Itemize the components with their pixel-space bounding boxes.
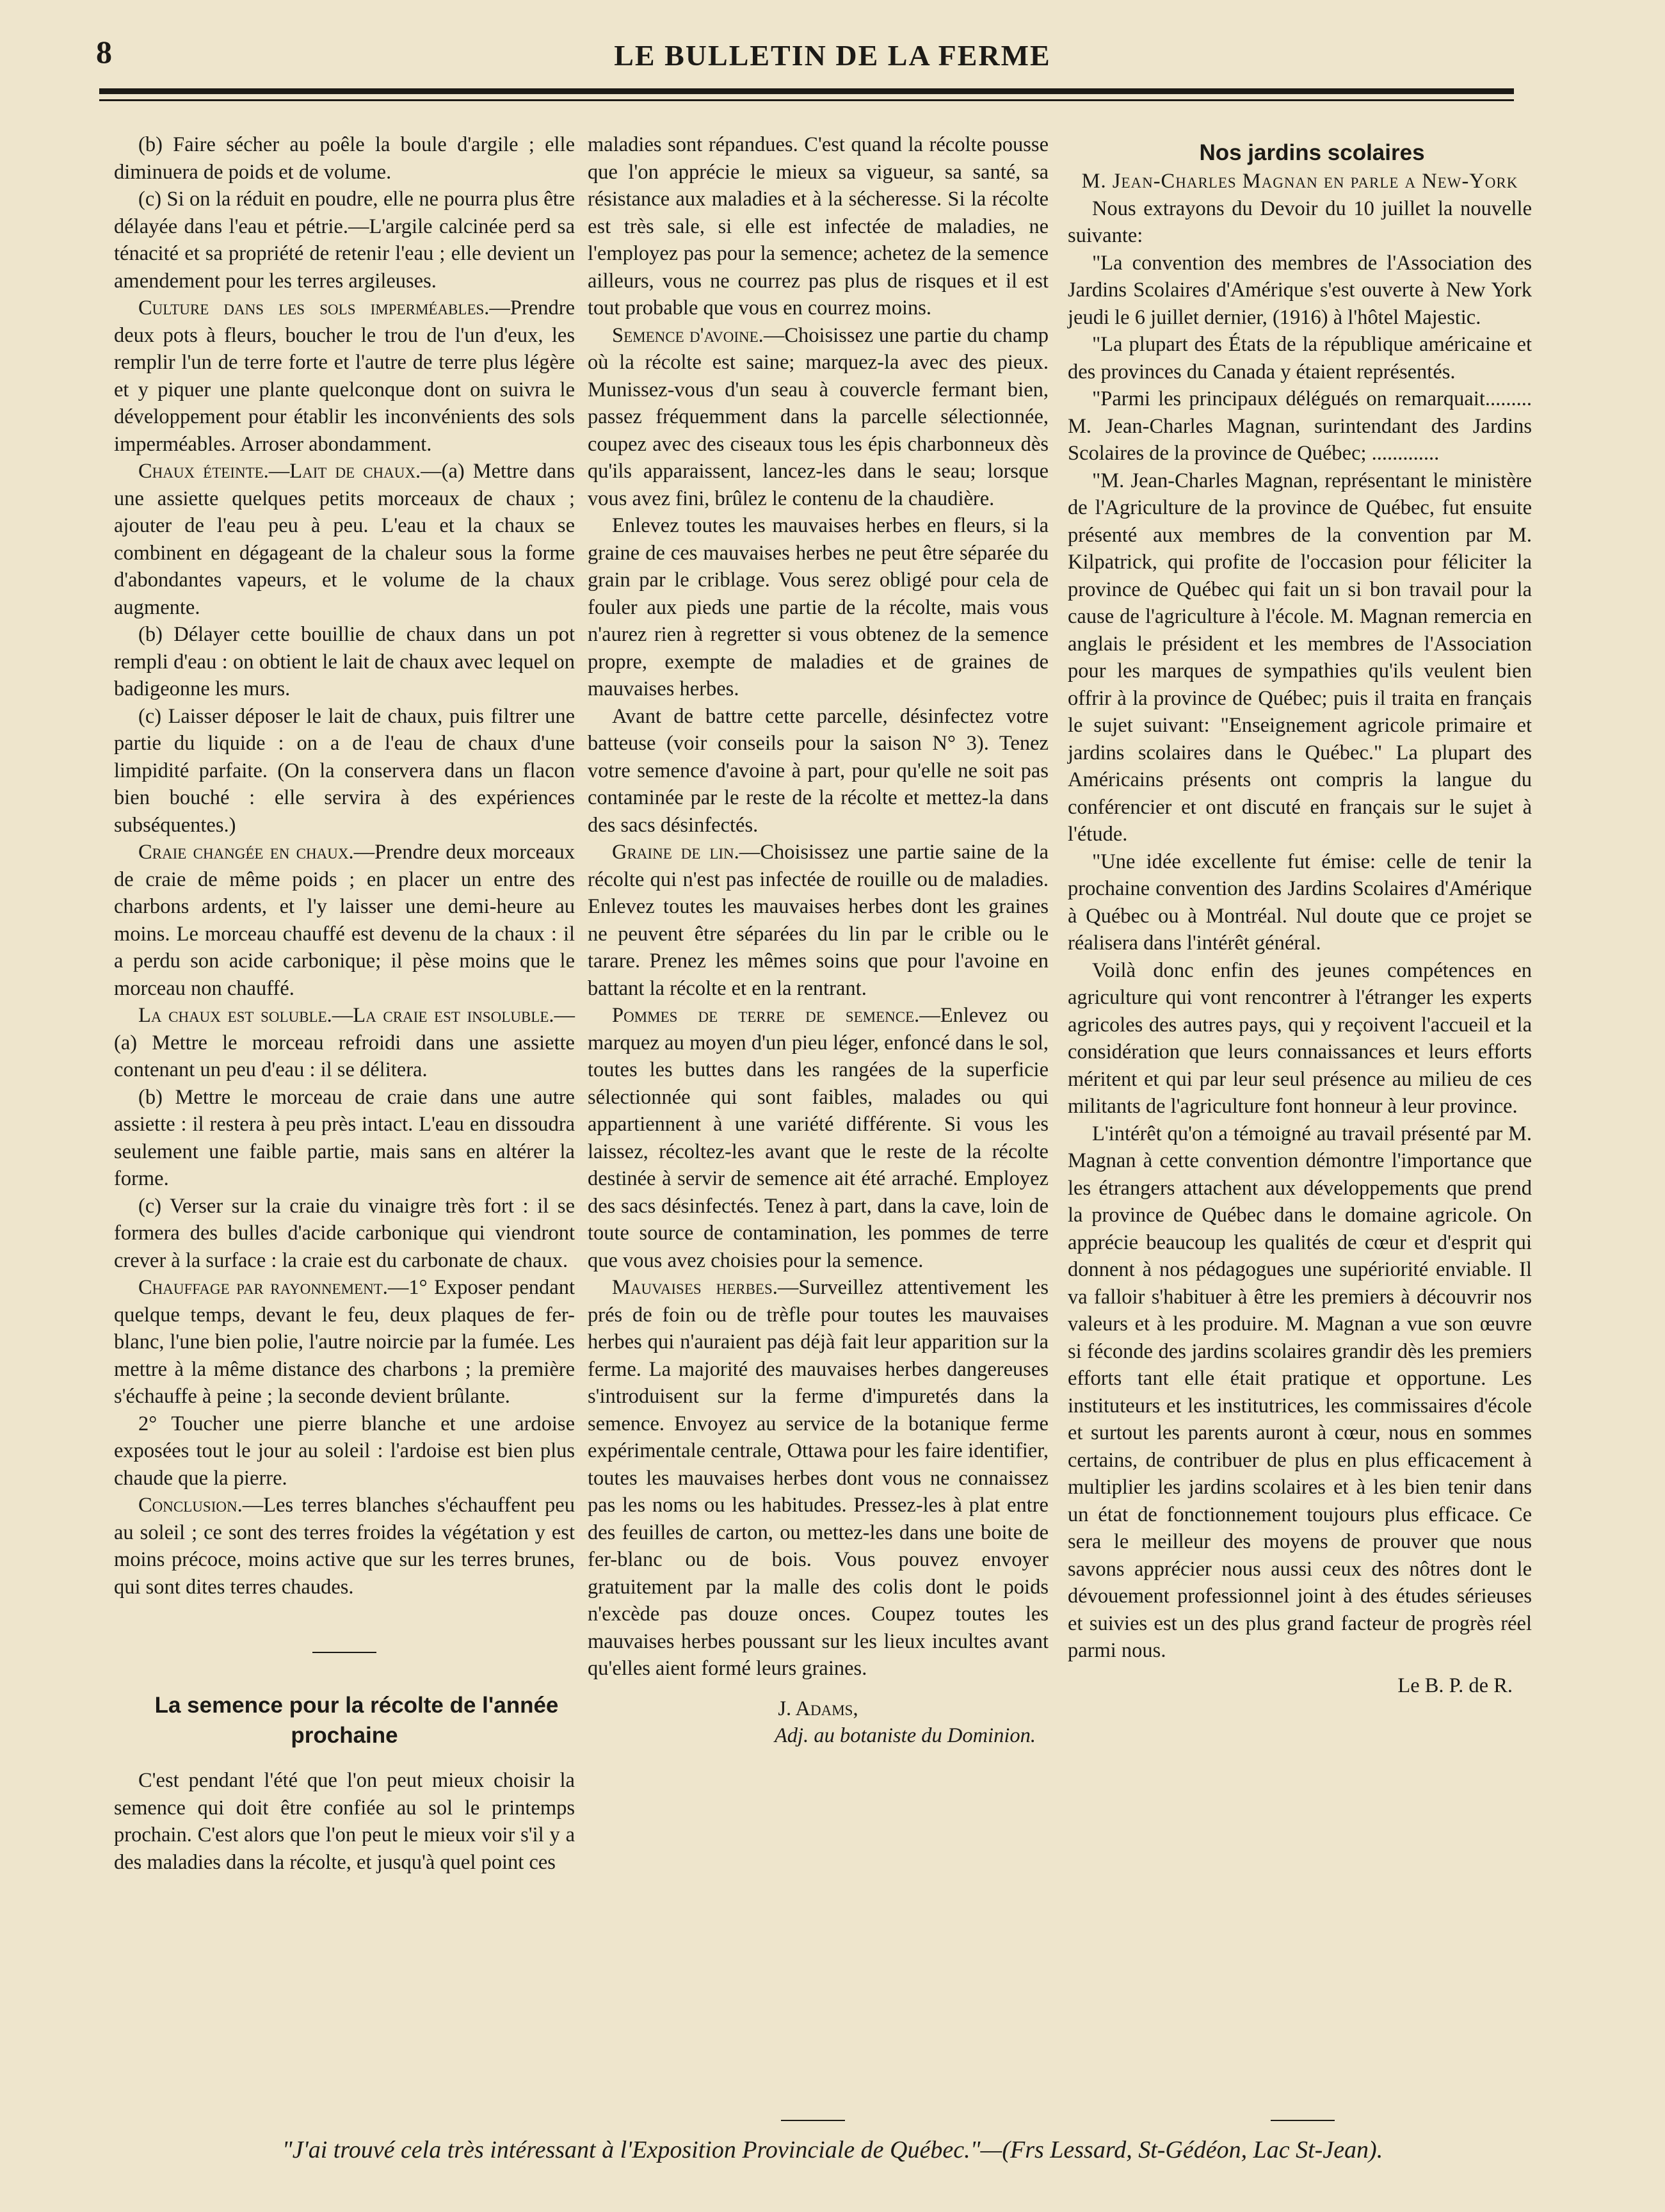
paragraph-heading: Pommes de terre de semence.: [612, 1004, 920, 1027]
paragraph-heading: La chaux est soluble.—La craie est insoluble.: [138, 1004, 554, 1027]
paragraph: Avant de battre cette parcelle, désinfectez votre batteuse (voir conseils pour la saison N° 3). Tenez votre semence d'avoine à part, pour qu'elle ne soit pas contaminée par le reste de la récolte et mettez-la dans des sacs désinfectés.: [588, 704, 1049, 837]
paragraph: [114, 295, 575, 458]
header-rule-thin: [99, 99, 1514, 101]
paragraph: (b) Délayer cette bouillie de chaux dans un pot rempli d'eau : on obtient le lait de chaux avec lequel on badigeonne les murs.: [114, 623, 575, 700]
column-3: [1068, 131, 1532, 1699]
footer-divider-left: [781, 2120, 845, 2121]
paragraph-text: —Prendre deux morceaux de craie de même poids ; en placer un entre des charbons ardents, et l'y laisser une demi-heure au moins. Le morceau chauffé est devenu de la chaux : il a perdu son acide carbonique; il pèse moins que le morceau non chauffé.: [114, 841, 575, 1000]
paragraph: "Une idée excellente fut émise: celle de tenir la prochaine convention des Jardins Scolaires d'Amérique à Québec ou à Montréal. Nul doute que ce projet se réalisera dans l'intérêt général.: [1068, 850, 1532, 955]
paragraph-text: —(a) Mettre le morceau refroidi dans une assiette contenant un peu d'eau : il se délitera.: [114, 1004, 575, 1081]
column-1: [114, 131, 575, 1876]
paragraph: [588, 1274, 1049, 1683]
article-title: Nos jardins scolaires: [1199, 140, 1425, 165]
paragraph-heading: Semence d'avoine.: [612, 323, 764, 347]
paragraph: [588, 1002, 1049, 1274]
section-divider: [312, 1652, 376, 1653]
author-title: Adj. au botaniste du Dominion.: [774, 1724, 1036, 1747]
paragraph: [114, 1002, 575, 1084]
page-number: 8: [96, 34, 112, 70]
paragraph: "M. Jean-Charles Magnan, représentant le ministère de l'Agriculture de la province de Québec, fut ensuite présenté aux membres de la convention par M. Kilpatrick, qui profite de l'occasion pour féliciter la province de Québec qui fait un si bon travail pour la cause de l'agriculture à l'école. M. Magnan remercia en anglais le président et les membres de l'Association pour les marques de sympathies qu'ils veulent bien offrir à la province de Québec; puis il traita en français le sujet suivant: "Enseignement agricole primaire et jardins scolaires dans le Québec." La plupart des Américains présents ont compris la langue du conférencier et ont discuté en français sur le sujet à l'étude.: [1068, 469, 1532, 846]
paragraph: [114, 1274, 575, 1410]
paragraph-heading: Graine de lin.: [612, 841, 739, 864]
paragraph: [114, 458, 575, 621]
header-rule-thick: [99, 88, 1514, 94]
paragraph-heading: Chauffage par rayonnement.: [138, 1276, 388, 1299]
paragraph: maladies sont répandues. C'est quand la récolte pousse que l'on apprécie le mieux sa vigueur, sa santé, sa résistance aux maladies et à la sécheresse. Si la récolte est très sale, si elle est infectée de maladies, ne l'employez pas pour la semence; achetez de la semence ailleurs, vous ne courrez pas plus de risques et il est tout probable que vous en courrez moins.: [588, 133, 1049, 319]
paragraph-heading: Conclusion.: [138, 1494, 243, 1517]
paragraph-text: —Choisissez une partie saine de la récolte qui n'est pas infectée de rouille ou de maladies. Enlevez toutes les mauvaises herbes dont les graines ne peuvent être séparées du lin par le crible ou le tarare. Prenez les mêmes soins que pour l'avoine en battant la récolte et en la rentrant.: [588, 841, 1049, 1000]
paragraph: (c) Verser sur la craie du vinaigre très fort : il se formera des bulles d'acide carbonique qui viendront crever à la surface : la craie est du carbonate de chaux.: [114, 1194, 575, 1272]
paragraph: Nous extrayons du Devoir du 10 juillet la nouvelle suivante:: [1068, 197, 1532, 247]
paragraph: [588, 322, 1049, 513]
paragraph: Enlevez toutes les mauvaises herbes en fleurs, si la graine de ces mauvaises herbes ne peut être séparée du grain par le criblage. Vous serez obligé pour cela de fouler aux pieds une partie de la récolte, mais vous n'aurez rien à regretter si vous obtenez de la semence propre, exempte de maladies et de graines de mauvaises herbes.: [588, 514, 1049, 700]
column-2: [588, 131, 1049, 1750]
paragraph: Voilà donc enfin des jeunes compétences en agriculture qui vont rencontrer à l'étranger les experts agricoles des autres pays, qui y reçoivent l'accueil et la considération que leurs connaissances et leurs efforts méritent et qui par leur seul présence au milieu de ces militants de l'agriculture font honneur à leur province.: [1068, 958, 1532, 1118]
paragraph: "La plupart des États de la république américaine et des provinces du Canada y étaient représentés.: [1068, 333, 1532, 383]
paragraph: (b) Mettre le morceau de craie dans une autre assiette : il restera à peu près intact. L'eau en dissoudra seulement une faible partie, mais sans en altérer la forme.: [114, 1085, 575, 1190]
footer-testimonial: "J'ai trouvé cela très intéressant à l'Exposition Provinciale de Québec."—(Frs Lessard, St-Gédéon, Lac St-Jean).: [282, 2136, 1383, 2163]
masthead: LE BULLETIN DE LA FERME: [614, 39, 1051, 72]
paragraph-text: —(a) Mettre dans une assiette quelques petits morceaux de chaux ; ajouter de l'eau peu à peu. L'eau et la chaux se combinent en dégageant de la chaleur sous la forme d'abondantes vapeurs, et le volume de la chaux augmente.: [114, 460, 575, 619]
paragraph: [588, 839, 1049, 1002]
paragraph: 2° Toucher une pierre blanche et une ardoise exposées tout le jour au soleil : l'ardoise est bien plus chaude que la pierre.: [114, 1412, 575, 1490]
paragraph-text: —Enlevez ou marquez au moyen d'un pieu léger, enfoncé dans le sol, toutes les buttes dans les rangées de la superficie sélectionnée qui sont faibles, malades ou qui appartiennent à une variété différente. Si vous les laissez, récoltez-les avant que le reste de la récolte destinée à servir de semence ait été arraché. Employez des sacs désinfectés. Tenez à part, dans la cave, loin de toute source de contamination, les pommes de terre que vous avez choisies pour la semence.: [588, 1004, 1049, 1272]
paragraph: C'est pendant l'été que l'on peut mieux choisir la semence qui doit être confiée au sol le printemps prochain. C'est alors que l'on peut le mieux voir s'il y a des maladies dans la récolte, et jusqu'à quel point ces: [114, 1769, 575, 1874]
paragraph-text: —Les terres blanches s'échauffent peu au soleil ; ce sont des terres froides la végétation y est moins précoce, moins active que sur les terres brunes, qui sont dites terres chaudes.: [114, 1494, 575, 1599]
paragraph: (b) Faire sécher au poêle la boule d'argile ; elle diminuera de poids et de volume.: [114, 133, 575, 184]
paragraph-heading: Chaux éteinte.—Lait de chaux.: [138, 460, 421, 483]
paragraph: [114, 1492, 575, 1601]
author-signature: J. Adams,: [778, 1697, 858, 1720]
paragraph-text: —Prendre deux pots à fleurs, boucher le trou de l'un d'eux, les remplir l'un de terre forte et l'autre de terre plus légère et y piquer une plante quelconque dont on suivra le développement pour établir les inconvénients des sols imperméables. Arroser abondamment.: [114, 296, 575, 456]
paragraph: "La convention des membres de l'Association des Jardins Scolaires d'Amérique s'est ouverte à New York jeudi le 6 juillet dernier, (1916) à l'hôtel Majestic.: [1068, 251, 1532, 329]
paragraph: [114, 839, 575, 1002]
paragraph: (c) Laisser déposer le lait de chaux, puis filtrer une partie du liquide : on a de l'eau de chaux d'une limpidité parfaite. (On la conservera dans un flacon bien bouché : elle servira à des expériences subséquentes.): [114, 704, 575, 837]
paragraph-text: —Surveillez attentivement les prés de foin ou de trèfle pour toutes les mauvaises herbes qui n'auraient pas déjà fait leur apparition sur la ferme. La majorité des mauvaises herbes dangereuses s'introduisent sur la ferme d'impuretés dans la semence. Envoyez au service de la botanique ferme expérimentale centrale, Ottawa pour les faire identifier, toutes les mauvaises herbes dont vous ne connaissez pas les noms ou les habitudes. Pressez-les à plat entre des feuilles de carton, ou mettez-les dans une boite de fer-blanc ou de bois. Vous pouvez envoyer gratuitement par la malle des colis dont le poids n'excède pas douze onces. Coupez toutes les mauvaises herbes poussant sur les lieux incultes avant qu'elles aient formé leurs graines.: [588, 1276, 1049, 1680]
paragraph-heading: Culture dans les sols imperméables.: [138, 296, 490, 319]
paragraph: L'intérêt qu'on a témoigné au travail présenté par M. Magnan à cette convention démontre l'importance que les étrangers attachent aux développements que prend la province de Québec dans le domaine agricole. On apprécie beaucoup les qualités de cœur et d'esprit qui donnent à nos pédagogues une supériorité enviable. Il va falloir s'habituer à être les premiers à découvrir nos valeurs et à les produire. M. Magnan a vue son œuvre si féconde des jardins scolaires grandir dès les premiers efforts tant elle était pratique et opportune. Les instituteurs et les institutrices, les commissaires d'école et surtout les parents auront à cœur, nous en sommes certains, de contribuer de plus en plus efficacement à multiplier les jardins scolaires et à les bien tenir dans un état de fonctionnement toujours plus efficace. Ce sera le meilleur des moyens de prouver que nous savons apprécier nous aussi ceux des nôtres dont le dévouement professionnel joint à des études sérieuses et suivies est un des plus grand facteur de progrès réel parmi nous.: [1068, 1122, 1532, 1662]
article-title: La semence pour la récolte de l'année prochaine: [154, 1693, 559, 1748]
footer-divider-right: [1271, 2120, 1335, 2121]
paragraph: "Parmi les principaux délégués on remarquait......... M. Jean-Charles Magnan, surintendant des Jardins Scolaires de la province de Québec; .............: [1068, 387, 1532, 465]
article-subhead: M. Jean-Charles Magnan en parle a New-York: [1081, 170, 1518, 193]
paragraph-text: —Choisissez une partie du champ où la récolte est saine; marquez-la avec des pieux. Munissez-vous d'un seau à couvercle fermant bien, passez fréquemment dans la parcelle sélectionnée, coupez avec des ciseaux tous les épis charbonneux dès qu'ils apparaissent, lancez-les dans le seau; lorsque vous avez fini, brûlez le contenu de la chaudière.: [588, 323, 1049, 510]
sign-off: Le B. P. de R.: [1397, 1674, 1513, 1697]
paragraph-heading: Mauvaises herbes.: [612, 1276, 778, 1299]
paragraph: (c) Si on la réduit en poudre, elle ne pourra plus être délayée dans l'eau et pétrie.—L'argile calcinée perd sa ténacité et sa propriété de retenir l'eau ; elle devient un amendement pour les terres argileuses.: [114, 188, 575, 293]
paragraph-heading: Craie changée en chaux.: [138, 841, 354, 864]
paragraph-text: —1° Exposer pendant quelque temps, devant le feu, deux plaques de fer-blanc, l'une bien polie, l'autre noircie par la fumée. Les mettre à la même distance des charbons ; la première s'échauffe à peine ; la seconde devient brûlante.: [114, 1276, 575, 1408]
